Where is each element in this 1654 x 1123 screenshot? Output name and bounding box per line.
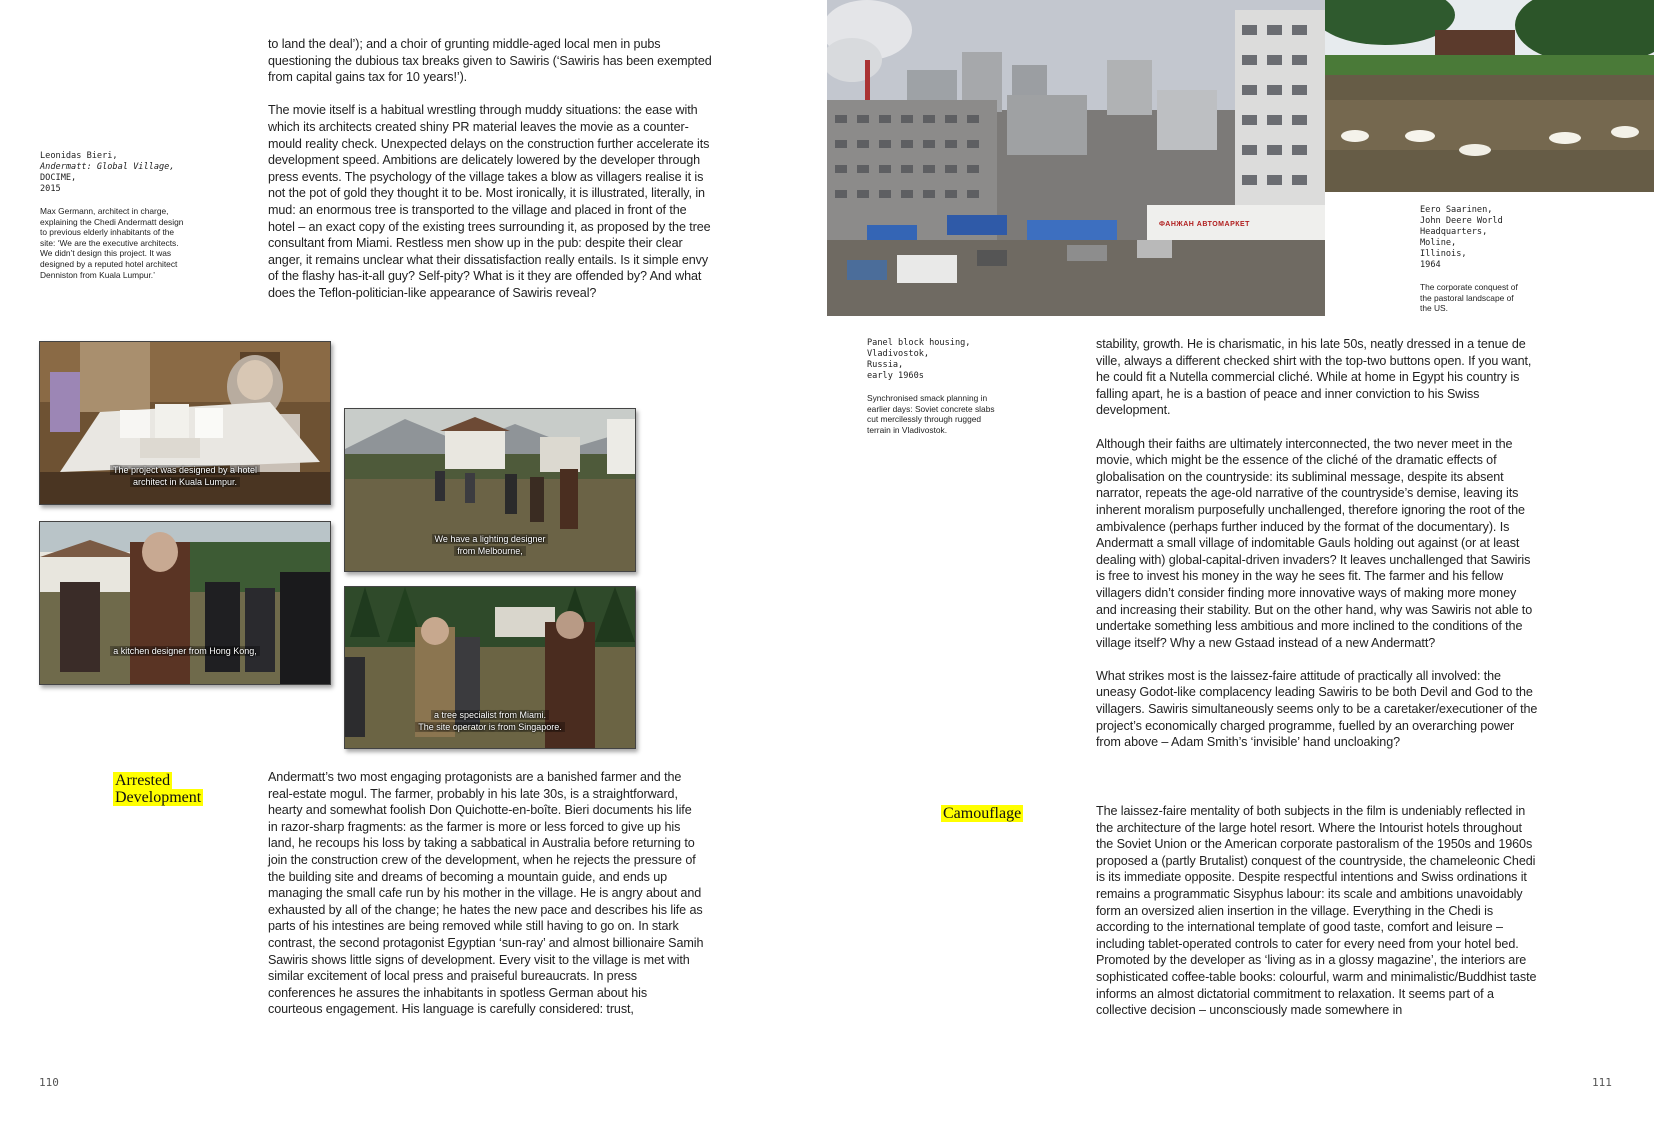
page-number-left: 110	[39, 1076, 59, 1089]
credit-producer: DOCIME,	[40, 173, 77, 183]
film-still-site-visit	[344, 408, 636, 572]
credit-author: Leonidas Bieri,	[40, 151, 118, 161]
heading-line: Arrested	[115, 772, 171, 789]
john-deere-credit	[1420, 205, 1520, 314]
photo-john-deere	[1325, 0, 1654, 192]
credit-title: Andermatt: Global Village,	[40, 162, 175, 172]
john-deere-image	[1325, 0, 1654, 192]
vladivostok-caption: Synchronised smack planning in earlier days: Soviet concrete slabs cut mercilessly through rugged terrain in Vladivostok.	[867, 393, 995, 435]
intro-paragraph: The movie itself is a habitual wrestling through muddy situations: the ease with which its architects created shiny PR material leaves the movie as a counter-mould reality check. Unexpected delays on the construction further accelerate its development speed. Ambitions are delicately lowered by the developer through press events. The psychology of the village takes a blow as villagers realise it is not the pot of gold they thought it to be. Most ironically, it is illustrated, literally, in mud: an enormous tree is transported to the village and placed in front of the hotel – an exact copy of the existing trees surrounding it, as proposed by the tree consultant from Miami. Restless men show up in the pub: despite their clear anger, it remains unclear what their dissatisfaction really entails. Is it simple envy of the flashy has-it-all guy? Self-pity? What is it they are offended by? And what does the Teflon-politician-like appearance of Sawiris reveal?	[268, 103, 711, 300]
heading-line: Camouflage	[943, 805, 1022, 822]
credit-line: Panel block housing,	[867, 338, 971, 348]
credit-line: 1964	[1420, 260, 1441, 270]
section-heading-arrested-development	[113, 772, 203, 806]
arrested-development-text	[268, 769, 704, 1035]
heading-line: Development	[115, 789, 202, 806]
vladivostok-credit	[867, 338, 997, 435]
film-still-kitchen-designer	[39, 521, 331, 685]
film-still-model	[39, 341, 331, 505]
section-heading-camouflage	[941, 805, 1023, 822]
credit-line: Vladivostok,	[867, 349, 930, 359]
film-still-tree-specialist	[344, 586, 636, 749]
credit-line: early 1960s	[867, 371, 924, 381]
still-kitchen-image	[40, 522, 330, 684]
page-number-right: 111	[1592, 1076, 1612, 1089]
intro-paragraph: to land the deal’); and a choir of grunting middle-aged local men in pubs questioning the dubious tax breaks given to Sawiris (‘Sawiris has been exempted from capital gains tax for 10 years!’).	[268, 37, 712, 85]
credit-line: Eero Saarinen,	[1420, 205, 1493, 215]
photo-vladivostok	[827, 0, 1325, 316]
vladivostok-image	[827, 0, 1325, 316]
credit-line: Moline,	[1420, 238, 1457, 248]
body-paragraph: Andermatt’s two most engaging protagonists are a banished farmer and the real-estate mogul. The farmer, probably in his late 30s, is a straightforward, hearty and somewhat foolish Don Quichotte-en-boîte. Bieri documents his life in razor-sharp fragments: as the farmer is more or less forced to give up his land, he recoups his loss by taking a sabbatical in Australia before returning to join the construction crew of the development, when he rejects the pressure of the building site and dreams of becoming a mountain guide, and ends up managing the small cafe run by his mother in the village. He is angry about and exhausted by all of the change; he hates the new pace and describes his life as parts of his intestines are being removed while still having to go on. In stark contrast, the second protagonist Egyptian ‘sun-ray’ and almost billionaire Samih Sawiris shows little signs of development. Every visit to the village is met with similar excitement of local press and praiseful bureaucrats. In press conferences he assures the inhabitants in spotless German about his courteous engagement. His language is carefully considered: trust,	[268, 770, 704, 1017]
still-subtitle: a tree specialist from Miami. The site operator is from Singapore.	[345, 709, 635, 733]
sidebar-caption: Max Germann, architect in charge, explaining the Chedi Andermatt design to previous elderly inhabitants of the site: ‘We are the executive architects. We didn’t design this project. It was designed by a reputed hotel architect Denniston from Kuala Lumpur.’	[40, 206, 184, 280]
intro-text	[268, 36, 712, 318]
john-deere-caption: The corporate conquest of the pastoral landscape of the US.	[1420, 282, 1518, 314]
film-credit	[40, 151, 185, 280]
body-paragraph: The laissez-faire mentality of both subjects in the film is undeniably reflected in the architecture of the large hotel resort. Where the Intourist hotels throughout the Soviet Union or the American corporate pastoralism of the 1950s and 1960s proposed a (partly Brutalist) conquest of the countryside, the chameleonic Chedi is its immediate opposite. Despite respectful intentions and Swiss ordinations it remains a programmatic Sisyphus labour: its scale and ambitions unavoidably form an oversized alien insertion in the village. Everything in the Chedi is according to the international template of good taste, comfort and leisure – including tablet-operated controls to cater for every need from your hotel bed. Promoted by the developer as ‘living as in a glossy magazine’, the interiors are sophisticated coffee-table books: colourful, warm and minimalistic/Buddhist taste informs an almost dictatorial commitment to relaxation. It seems part of a collective decision – unconsciously made somewhere in	[1096, 804, 1537, 1018]
body-paragraph: stability, growth. He is charismatic, in his late 50s, neatly dressed in a tenue de ville, always a different checked shirt with the top-two buttons open. If you want, he could fit a Nutella commercial cliché. While at home in Egypt his country is falling apart, he is a bastion of peace and inner conviction to his Swiss development.	[1096, 337, 1532, 418]
shop-sign: ФАНЖАН АВТОМАРКЕТ	[1159, 221, 1250, 228]
credit-line: John Deere World	[1420, 216, 1503, 226]
still-subtitle: a kitchen designer from Hong Kong,	[40, 645, 330, 657]
camouflage-text	[1096, 803, 1540, 1035]
credit-line: Headquarters,	[1420, 227, 1488, 237]
body-paragraph: What strikes most is the laissez-faire attitude of practically all involved: the uneasy Godot-like complacency leading Sawiris to be both Devil and God to the villagers. Sawiris simultaneously seems only to be a caretaker/executioner of the project’s economically charged programme, fuelled by an overarching power from above – Adam Smith’s ‘invisible’ hand uncloaking?	[1096, 668, 1538, 750]
credit-year: 2015	[40, 184, 61, 194]
credit-line: Illinois,	[1420, 249, 1467, 259]
still-subtitle: We have a lighting designer from Melbourne,	[345, 533, 635, 557]
credit-line: Russia,	[867, 360, 904, 370]
body-paragraph: Although their faiths are ultimately interconnected, the two never meet in the movie, which might be the essence of the cliché of the dramatic effects of globalisation on the countryside: its subliminal message, despite its absent narrator, repeats the age-old narrative of the countryside’s demise, leaving its inherent moralism purposefully unchallenged, therefore ignoring the root of the ambivalence (perhaps further induced by the format of the documentary). Is Andermatt a small village of indomitable Gauls holding out against (or at least dealing with) global-capital-driven invaders? It leaves unchallenged that Sawiris is free to invest his money in the way he sees fit. The farmer and his fellow villagers didn’t consider finding more innovative ways of making more money and increasing their stability. But on the other hand, why was Sawiris not able to undertake something less ambitious and more inclined to the conditions of the village itself? Why a new Gstaad instead of a new Andermatt?	[1096, 436, 1533, 650]
still-subtitle: The project was designed by a hotel architect in Kuala Lumpur.	[40, 464, 330, 488]
right-column-text	[1096, 336, 1540, 767]
